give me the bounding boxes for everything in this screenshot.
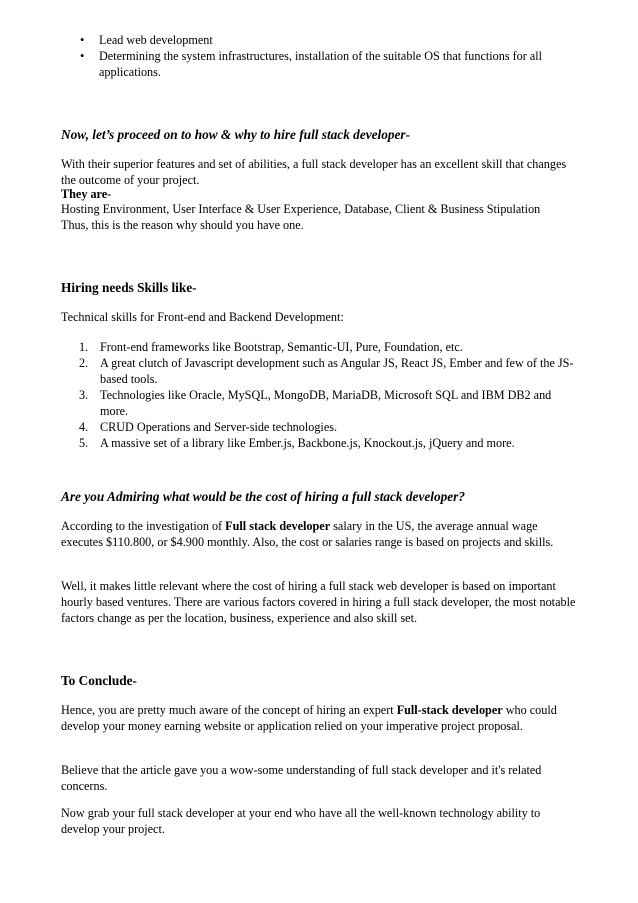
bold-text: Full-stack developer [396, 703, 503, 717]
section-heading-cost: Are you Admiring what would be the cost of hiring a full stack developer? [61, 489, 465, 504]
list-item [61, 339, 581, 355]
list-item-text: CRUD Operations and Server-side technologies. [100, 420, 338, 434]
list-item [61, 387, 581, 419]
text-run: According to the investigation of [61, 519, 226, 533]
list-number: 1. [79, 340, 89, 354]
text-run: Hence, you are pretty much aware of the concept of hiring an expert [61, 703, 397, 717]
list-number: 3. [79, 388, 89, 402]
list-item-text: Technologies like Oracle, MySQL, MongoDB, MariaDB, Microsoft SQL and IBM DB2 and more. [100, 388, 552, 418]
list-item-text: Lead web development [99, 33, 213, 47]
paragraph: Hosting Environment, User Interface & User Experience, Database, Client & Business Stipulation [61, 202, 541, 216]
section-heading-hire: Now, let’s proceed on to how & why to hire full stack developer- [61, 127, 411, 142]
list-item-text: Front-end frameworks like Bootstrap, Semantic-UI, Pure, Foundation, etc. [100, 340, 463, 354]
list-item [61, 419, 581, 435]
list-item [61, 355, 581, 387]
section-heading-skills: Hiring needs Skills like- [61, 280, 197, 295]
text-run: salary in the US, the average annual wage executes $110.800, or $4.900 monthly. Also, the cost or salaries range is based on projects and skills. [61, 519, 554, 549]
list-item [61, 48, 581, 80]
list-item [61, 32, 581, 48]
skills-list [61, 339, 581, 451]
list-item-text: A massive set of a library like Ember.js, Backbone.js, Knockout.js, jQuery and more. [100, 436, 515, 450]
paragraph: Technical skills for Front-end and Backend Development: [61, 310, 344, 324]
paragraph: Believe that the article gave you a wow-some understanding of full stack developer and it's related concerns. [61, 763, 542, 793]
paragraph [61, 518, 581, 550]
list-item [61, 435, 581, 451]
list-number: 5. [79, 436, 89, 450]
paragraph: Well, it makes little relevant where the cost of hiring a full stack web developer is based on important hourly based ventures. There are various factors covered in hiring a full stack developer, the most notable factors change as per the location, business, experience and also skill set. [61, 579, 576, 625]
list-number: 4. [79, 420, 89, 434]
bullet-icon: • [80, 33, 85, 47]
paragraph: Now grab your full stack developer at your end who have all the well-known technology ability to develop your project. [61, 806, 541, 836]
bold-text: They are- [61, 187, 112, 201]
section-heading-conclude: To Conclude- [61, 673, 137, 688]
they-are-label [61, 186, 581, 202]
list-number: 2. [79, 356, 89, 370]
bullet-icon: • [80, 49, 85, 63]
text-run: who could develop your money earning website or application relied on your imperative project proposal. [61, 703, 557, 733]
paragraph [61, 702, 581, 734]
paragraph: With their superior features and set of abilities, a full stack developer has an excellent skill that changes the outcome of your project. [61, 157, 567, 187]
bold-text: Full stack developer [225, 519, 331, 533]
list-item-text: A great clutch of Javascript development such as Angular JS, React JS, Ember and few of the JS-based tools. [100, 356, 574, 386]
list-item-text: Determining the system infrastructures, installation of the suitable OS that functions for all applications. [99, 49, 543, 79]
bullet-list [61, 32, 581, 80]
paragraph: Thus, this is the reason why should you have one. [61, 218, 304, 232]
